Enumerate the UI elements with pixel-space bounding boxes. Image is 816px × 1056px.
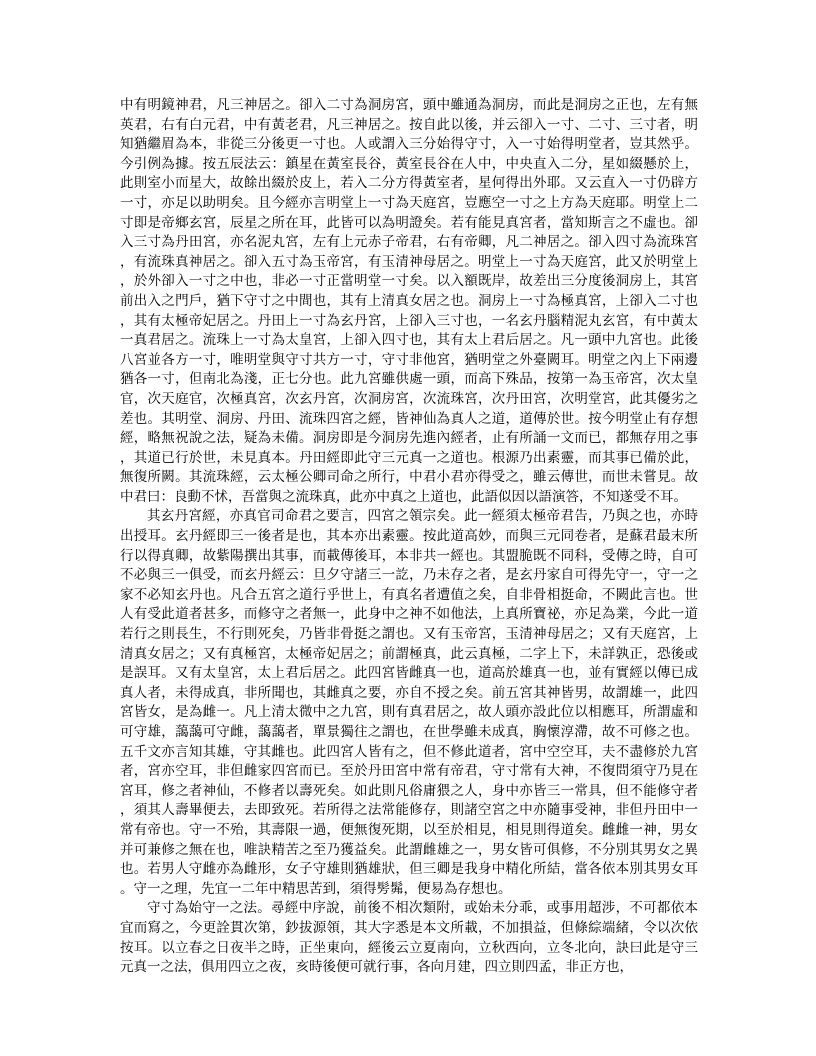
paragraph-1: 中有明鏡神君，凡三神居之。卻入二寸為洞房宮，頭中雖通為洞房，而此是洞房之正也，左有無英君，右有白元君，中有黃老君，凡三神居之。按自此以後，并云卻入一寸、二寸、三寸者，明知猶繼眉為本，非從三分後更一寸也。人或謂入三分始得守寸，入一寸始得明堂者，豈其然乎。今引例為據。按五辰法云：鎮星在黃室長谷，黃室長谷在人中，中央直入二分，星如綴懸於上，此則室小而星大，故餘出綴於皮上，若入二分方得黃室者，星何得出外耶。又云直入一寸仍辟方一寸，亦足以助明矣。且今經亦言明堂上一寸為天庭宮，豈應空一寸之上方為天庭耶。明堂上二寸即是帝鄉玄宮，辰星之所在耳，此皆可以為明證矣。若有能見真宮者，當知斯言之不虛也。卻入三寸為丹田宮，亦名泥丸宮，左有上元赤子帝君，右有帝卿，凡二神居之。卻入四寸為流珠宮，有流珠真神居之。卻入五寸為玉帝宮，有玉清神母居之。明堂上一寸為天庭宮，此又於明堂上，於外卻入一寸之中也，非必一寸正當明堂一寸矣。以入額既岸，故差出三分度後洞房上，其宮前出入之門戶，猶下守寸之中間也，其有上清真女居之也。洞房上一寸為極真宮，上卻入二寸也，其有太極帝妃居之。丹田上一寸為玄丹宮，上卻入三寸也，一名玄丹腦精泥丸玄宮，有中黃太一真君居之。流珠上一寸為太皇宮，上卻入四寸也，其有太上君后居之。凡一頭中九宮也。此後八宮並各方一寸，唯明堂與守寸共方一寸，守寸非他宮，猶明堂之外臺闕耳。明堂之內上下兩邊猶各一寸，但南北為淺，正七分也。此九宮雖供處一頭，而高下殊品，按第一為玉帝宮，次太皇官，次天庭官，次極真宮，次玄丹宮，次洞房宮，次流珠宮，次丹田宮，次明堂宮，此其優劣之差也。其明堂、洞房、丹田、流珠四宮之經，皆神仙為真人之道，道傳於世。按今明堂止有存想經，略無祝說之法，疑為未備。洞房即是今洞房先進內經者，止有所誦一文而已，都無存用之事，其道已行於世，未見真本。丹田經即此守三元真一之道也。根源乃出素靈，而其事已備於此，無復所闕。其流珠經，云太極公卿司命之所行，中君小君亦得受之，雖云傳世，而世未嘗見。故中君曰：良動不怵，吾當與之流珠真，此亦中真之上道也，此語似因以語演答，不知遂受不耳。	[120, 97, 698, 505]
document-page	[120, 96, 698, 978]
paragraph-2: 其玄丹宮經，亦真官司命君之要言，四宮之領宗矣。此一經須太極帝君告，乃與之也，亦時出授耳。玄丹經即三一後者是也，其本亦出素靈。按此道高妙，而與三元同卷者，是蘇君最末所行以得真卿，故紫陽撰出其事，而載傳後耳，本非共一經也。其盟脆既不同科，受傳之時，自可不必與三一俱受，而玄丹經云：旦夕守諸三一訖，乃未存之者，是玄丹家自可得先守一，守一之家不必知玄丹也。凡合五宮之道行乎世上，有真名者遭值之矣，自非骨相挺命，不闕此言也。世人有受此道者甚多，而修守之者無一，此身中之神不如他法，上真所寶祕，亦足為業，今此一道若行之則長生，不行則死矣，乃皆非骨挺之謂也。又有玉帝宮，玉清神母居之；又有天庭宮，上清真女居之；又有真極宮，太極帝妃居之；前謂極真，此云真極，二字上下，未詳孰正，恐後或是誤耳。又有太皇宮，太上君后居之。此四宮皆雌真一也，道高於雄真一也，並有實經以傳已成真人者，未得成真，非所聞也，其雌真之要，亦自不授之矣。前五宮其神皆男，故謂雄一，此四宮皆女，是為雌一。凡上清太微中之九宮，則有真君居之，故人頭亦設此位以相應耳，所謂虛和可守雄，藹藹可守雌，藹藹者，單景獨往之謂也，在世學雖未成真，胸懷淳滯，故不可修之也。五千文亦言知其雄，守其雌也。此四宮人皆有之，但不修此道者，宮中空空耳，夫不盡修於九宮者，宮亦空耳，非但雌家四宮而已。至於丹田宮中常有帝君，守寸常有大神，不復問須守乃見在宮耳，修之者神仙，不修者以壽死矣。如此則凡俗庸猥之人，身中亦皆三一常具，但不能修守者，須其人壽畢便去，去即致死。若所得之法常能修存，則諸空宮之中亦隨事受神，非但丹田中一常有帝也。守一不殆，其壽限一過，便無復死期，以至於相見，相見則得道矣。雌雌一神，男女并可兼修之無在也，唯訣精苦之至乃獲益矣。此謂雌雄之一，男女皆可俱修，不分別其男女之異也。若男人守雌亦為雌形，女子守雄則猶雄狀，但三卿是我身中精化所結，當各依本別其男女耳。守一之理，先宜一二年中精思苦到，須得髣髴，便易為存想也。	[120, 508, 698, 897]
paragraph-3: 守寸為始守一之法。尋經中序說，前後不相次類附，或始未分乖，或事用超涉，不可都依本宜而寫之，今更詮貫次第，鈔拔源領，其大字悉是本文所載，不加損益，但條綜端緒，令以次依按耳。以立春之日夜半之時，正坐東向，經後云立夏南向，立秋西向，立冬北向，訣曰此是守三元真一之法，俱用四立之夜，亥時後便可就行事，各向月建，四立則四孟，非正方也，	[120, 900, 698, 976]
